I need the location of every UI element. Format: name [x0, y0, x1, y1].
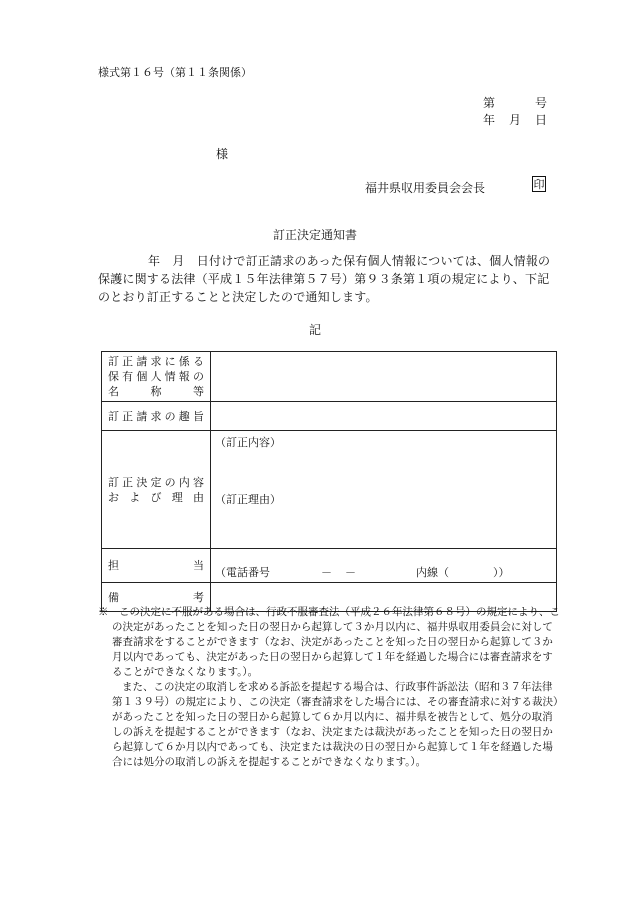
doc-no-prefix: 第 — [483, 96, 496, 110]
label-char: の — [164, 475, 176, 489]
label-char: 正 — [122, 355, 134, 368]
label-char: の — [164, 409, 176, 423]
label-char: 正 — [122, 409, 134, 423]
document-date — [483, 111, 547, 128]
label-char: に — [164, 355, 176, 368]
table-row — [102, 402, 557, 431]
extension-label: 内線（ — [416, 566, 449, 579]
label-char: 人 — [150, 370, 162, 383]
label-char: 求 — [150, 355, 162, 368]
label-char: る — [192, 355, 204, 368]
correction-content-label: （訂正内容） — [215, 436, 281, 449]
label-char: 訂 — [108, 475, 119, 489]
label-char: 旨 — [192, 409, 204, 423]
label-line — [108, 369, 204, 384]
note-appeal: ※ この決定に不服がある場合は、行政不服審査法（平成２６年法律第６８号）の規定により、この決定があったことを知った日の翌日から起算して３か月以内に、福井県収用委員会に対して審査請求をすることができます（なお、決定があったことを知った日の翌日から起算して３か月以内であっても、決定があった日の翌日から起算して１年を経過した場合には審査請求をすることができなくなります。）。 — [98, 606, 560, 678]
label-char: 正 — [122, 475, 134, 489]
table-row — [102, 352, 557, 402]
extension-close: ）） — [493, 566, 510, 579]
label-line — [108, 490, 204, 505]
form-number: 様式第１６号（第１１条関係） — [98, 66, 252, 79]
table-row — [102, 549, 557, 583]
label-char: 内 — [178, 475, 190, 489]
phone-dash-1: － — [321, 566, 332, 579]
seal-stamp: 印 — [533, 178, 545, 191]
value-cell-contact[interactable] — [211, 549, 557, 583]
label-line — [108, 409, 204, 424]
label-line — [108, 590, 204, 605]
label-line — [108, 354, 204, 369]
sender-name: 福井県収用委員会会長 — [365, 181, 486, 195]
label-line — [108, 384, 204, 399]
label-char: 備 — [108, 590, 119, 604]
note-lawsuit: また、この決定の取消しを求める訴訟を提起する場合は、行政事件訴訟法（昭和３７年法律第１３９号）の規定により、この決定（審査請求をした場合には、その審査請求に対する裁決）があったことを知った日の翌日から起算して６か月以内に、福井県を被告として、処分の取消しの訴えを提起することができます（なお、決定または裁決があったことを知った日の翌日から起算して６か月以内であっても、決定または裁決の日の翌日から起算して１年を経過した場合には処分の取消しの訴えを提起することができなくなります。）。 — [112, 681, 559, 768]
value-cell-info-name[interactable] — [211, 352, 557, 402]
label-char: お — [108, 490, 119, 504]
phone-label: （電話番号 — [215, 566, 270, 579]
label-char: 係 — [178, 355, 190, 368]
addressee: 様 — [216, 147, 229, 161]
label-cell-contact — [102, 549, 211, 583]
label-char: 理 — [171, 490, 183, 504]
notes-section — [98, 605, 560, 770]
label-line — [108, 558, 204, 573]
label-char: 訂 — [108, 409, 119, 423]
label-char: 容 — [192, 475, 204, 489]
table-row — [102, 431, 557, 549]
value-cell-request-purpose[interactable] — [211, 402, 557, 431]
label-cell-info-name — [102, 352, 211, 402]
label-char: 等 — [193, 385, 204, 398]
label-char: 趣 — [178, 409, 190, 423]
date-month: 月 — [508, 113, 521, 127]
label-char: 報 — [178, 370, 190, 383]
label-char: 担 — [108, 559, 119, 572]
label-char: 訂 — [108, 355, 119, 368]
label-line — [108, 475, 204, 490]
label-char: 情 — [164, 370, 176, 383]
label-char: 請 — [136, 355, 148, 368]
label-char: 求 — [150, 409, 162, 423]
value-cell-decision[interactable] — [211, 431, 557, 549]
ki-heading: 記 — [308, 323, 321, 337]
label-char: 個 — [136, 370, 148, 383]
correction-reason-label: （訂正理由） — [215, 493, 281, 506]
body-text: 年 月 日付けで訂正請求のあった保有個人情報については、個人情報の保護に関する法律（平成１５年法律第５７号）第９３条第１項の規定により、下記のとおり訂正することと決定したので通知します。 — [98, 254, 551, 304]
label-char: よ — [129, 490, 141, 504]
form-table — [101, 351, 557, 612]
label-char: び — [150, 490, 162, 504]
date-day: 日 — [534, 113, 547, 127]
label-char: 当 — [193, 559, 204, 572]
document-number — [483, 94, 547, 111]
label-char: 名 — [108, 385, 119, 398]
label-char: 請 — [136, 409, 148, 423]
label-char: 定 — [150, 475, 162, 489]
body-paragraph — [98, 252, 557, 306]
label-char: 決 — [136, 475, 148, 489]
label-cell-decision — [102, 431, 211, 549]
document-title: 訂正決定通知書 — [272, 228, 357, 242]
label-char: 有 — [122, 370, 134, 383]
label-char: 由 — [193, 490, 204, 504]
label-cell-request-purpose — [102, 402, 211, 431]
label-char: の — [192, 370, 204, 383]
label-char: 称 — [150, 385, 162, 398]
doc-no-suffix: 号 — [534, 96, 547, 110]
label-char: 保 — [108, 370, 119, 383]
date-year: 年 — [483, 113, 496, 127]
phone-dash-2: － — [345, 566, 356, 579]
label-char: 考 — [193, 590, 204, 604]
